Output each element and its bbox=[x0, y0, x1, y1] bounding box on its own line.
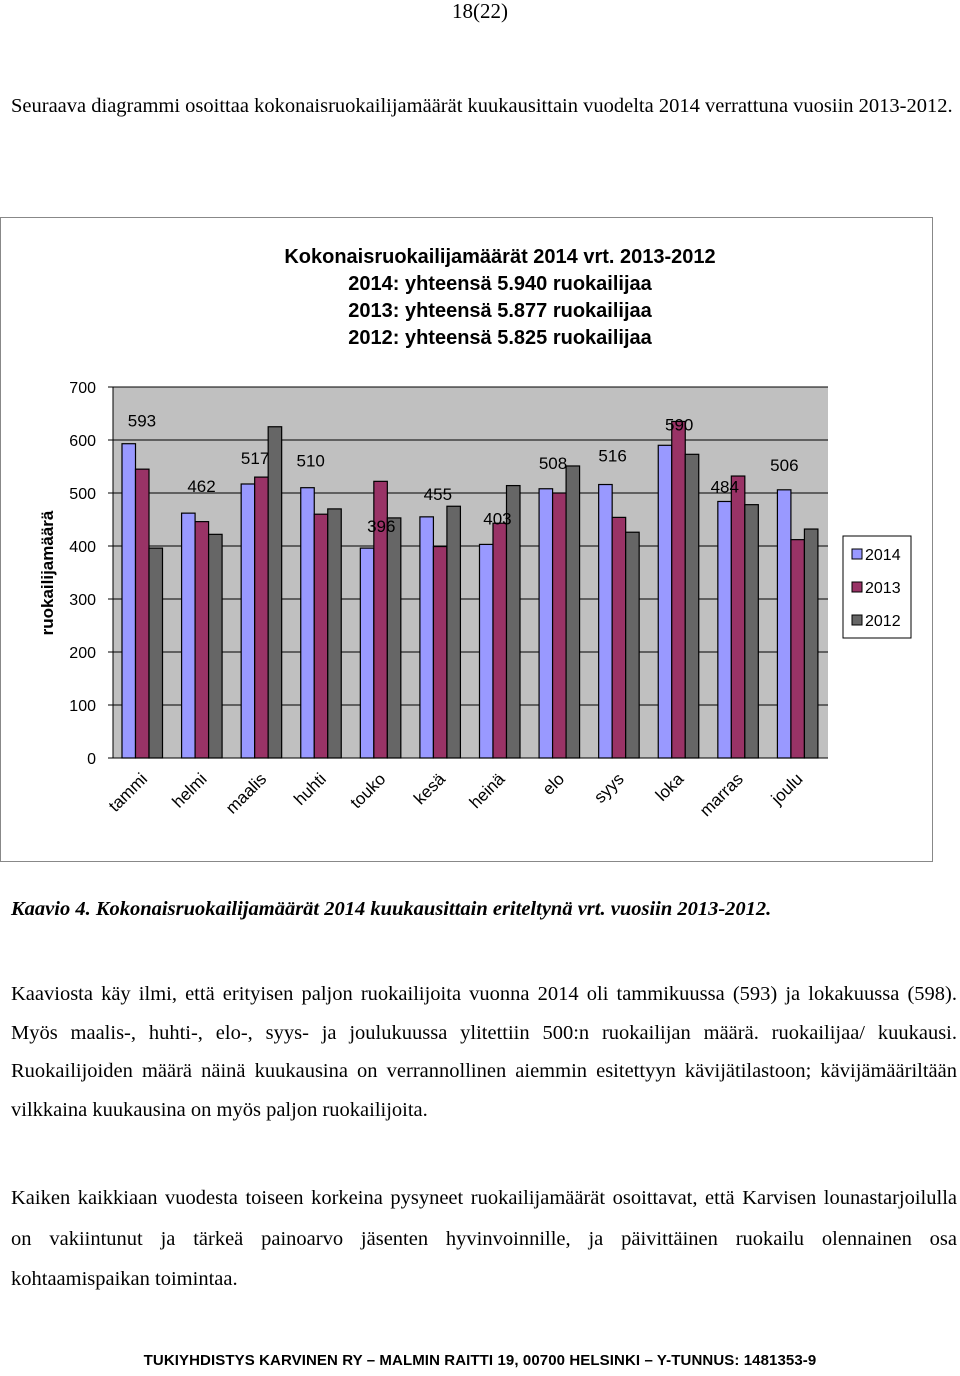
bar-2013-marras bbox=[731, 476, 745, 758]
body-paragraph-2: Kaiken kaikkiaan vuodesta toiseen korkeina pysyneet ruokailijamäärät osoittavat, että Karvisen lounastarjoilulla on vakiintunut ja tärkeä painoarvo jäsenten hyvinvoinnille, ja päivittäinen ruokailu olennainen osa kohtaamispaikan toimintaa. bbox=[11, 1187, 957, 1290]
page-footer: TUKIYHDISTYS KARVINEN RY – MALMIN RAITTI 19, 00700 HELSINKI – Y-TUNNUS: 1481353-9 bbox=[143, 1352, 817, 1369]
bar-2014-heinä bbox=[480, 544, 494, 758]
x-tick-label: tammi bbox=[104, 769, 152, 816]
x-tick-label: kesä bbox=[410, 769, 449, 809]
bar-2012-joulu bbox=[804, 529, 818, 758]
y-tick-label: 0 bbox=[87, 751, 96, 768]
chart-title-line: Kokonaisruokailijamäärät 2014 vrt. 2013-2012 bbox=[284, 246, 716, 268]
bar-2012-maalis bbox=[268, 427, 282, 758]
bar-2013-tammi bbox=[136, 469, 150, 758]
legend-swatch-2013 bbox=[852, 582, 862, 592]
data-label: 484 bbox=[710, 477, 739, 497]
y-tick-label: 300 bbox=[69, 592, 96, 609]
bar-2014-elo bbox=[539, 489, 553, 758]
y-tick-label: 200 bbox=[69, 645, 96, 662]
y-tick-label: 700 bbox=[69, 380, 96, 397]
data-label: 506 bbox=[770, 455, 799, 475]
x-tick-label: huhti bbox=[290, 769, 330, 809]
bar-2013-maalis bbox=[255, 477, 269, 758]
legend bbox=[843, 536, 911, 638]
data-label: 455 bbox=[423, 484, 453, 504]
x-tick-label: joulu bbox=[767, 769, 807, 809]
bar-2013-syys bbox=[612, 517, 626, 758]
chart-frame bbox=[0, 217, 933, 862]
intro-paragraph: Seuraava diagrammi osoittaa kokonaisruokailijamäärät kuukausittain vuodelta 2014 verrattuna vuosiin 2013-2012. bbox=[11, 95, 953, 117]
x-tick-label: maalis bbox=[222, 769, 271, 818]
x-tick-label: loka bbox=[651, 769, 688, 805]
bar-2014-syys bbox=[599, 485, 613, 758]
bar-2012-touko bbox=[387, 518, 401, 758]
bar-2013-loka bbox=[672, 421, 686, 758]
body-paragraph-1: Kaaviosta käy ilmi, että erityisen paljon ruokailijoita vuonna 2014 oli tammikuussa (593) ja lokakuussa (598). Myös maalis-, huhti-, elo-, syys- ja joulukuussa ylitettiin 500:n ruokailijan määrä. ruokailijaa/ kuukausi. Ruokailijoiden määrä näinä kuukausina on verrannollinen aiemmin esitettyyn kävijätilastoon; kävijämääriltään vilkkaina kuukausina on myös paljon ruokailijoita. bbox=[11, 983, 957, 1121]
bar-2014-kesä bbox=[420, 517, 434, 758]
chart-title-line: 2012: yhteensä 5.825 ruokailijaa bbox=[348, 327, 652, 349]
bar-2013-heinä bbox=[493, 523, 507, 758]
bar-2013-elo bbox=[553, 493, 567, 758]
data-label: 396 bbox=[367, 517, 396, 537]
legend-label: 2012 bbox=[865, 613, 901, 630]
bar-2012-kesä bbox=[447, 506, 461, 758]
bar-2014-touko bbox=[360, 548, 374, 758]
figure-caption: Kaavio 4. Kokonaisruokailijamäärät 2014 kuukausittain eriteltynä vrt. vuosiin 2013-2012. bbox=[11, 898, 772, 920]
y-tick-label: 100 bbox=[69, 698, 96, 715]
legend-swatch-2012 bbox=[852, 615, 862, 625]
bar-2014-joulu bbox=[777, 490, 791, 758]
y-tick-label: 500 bbox=[69, 486, 96, 503]
data-label: 590 bbox=[665, 415, 694, 435]
bar-2013-helmi bbox=[195, 522, 209, 758]
x-tick-label: marras bbox=[696, 769, 747, 821]
bar-2014-marras bbox=[718, 501, 732, 758]
bar-2012-huhti bbox=[328, 509, 342, 758]
x-tick-label: elo bbox=[538, 769, 569, 799]
x-axis bbox=[105, 769, 807, 820]
bar-2014-huhti bbox=[301, 488, 315, 758]
bar-2014-maalis bbox=[241, 484, 255, 758]
legend-swatch-2014 bbox=[852, 549, 862, 559]
y-tick-label: 400 bbox=[69, 539, 96, 556]
bar-2013-huhti bbox=[314, 514, 328, 758]
data-label: 516 bbox=[598, 446, 627, 466]
bar-2014-loka bbox=[658, 445, 672, 758]
x-tick-label: helmi bbox=[168, 769, 211, 812]
data-label: 462 bbox=[187, 477, 216, 497]
data-label: 593 bbox=[127, 411, 157, 431]
data-label: 508 bbox=[538, 453, 568, 473]
chart-title-line: 2013: yhteensä 5.877 ruokailijaa bbox=[348, 300, 652, 322]
y-axis-label: ruokailijamäärä bbox=[38, 510, 57, 636]
data-label: 403 bbox=[483, 509, 512, 529]
bar-2014-helmi bbox=[182, 513, 196, 758]
bar-2012-elo bbox=[566, 466, 580, 758]
bar-chart bbox=[1, 218, 932, 861]
chart-title bbox=[284, 246, 715, 349]
bar-2012-tammi bbox=[149, 548, 163, 758]
data-label: 517 bbox=[240, 448, 270, 468]
bar-2013-kesä bbox=[433, 547, 447, 758]
x-tick-label: syys bbox=[590, 769, 628, 807]
legend-label: 2013 bbox=[865, 580, 901, 597]
data-label: 510 bbox=[296, 451, 325, 471]
bar-2012-syys bbox=[626, 532, 640, 758]
legend-label: 2014 bbox=[865, 547, 901, 564]
bar-2012-loka bbox=[685, 454, 699, 758]
bar-2013-joulu bbox=[791, 540, 805, 758]
bar-2014-tammi bbox=[122, 444, 136, 758]
x-tick-label: touko bbox=[346, 769, 390, 813]
bar-2012-helmi bbox=[209, 534, 223, 758]
chart-title-line: 2014: yhteensä 5.940 ruokailijaa bbox=[348, 273, 652, 295]
y-axis bbox=[69, 380, 113, 768]
bar-2012-marras bbox=[745, 505, 759, 758]
page-number: 18(22) bbox=[452, 0, 508, 23]
y-tick-label: 600 bbox=[69, 433, 96, 450]
x-tick-label: heinä bbox=[465, 769, 509, 813]
